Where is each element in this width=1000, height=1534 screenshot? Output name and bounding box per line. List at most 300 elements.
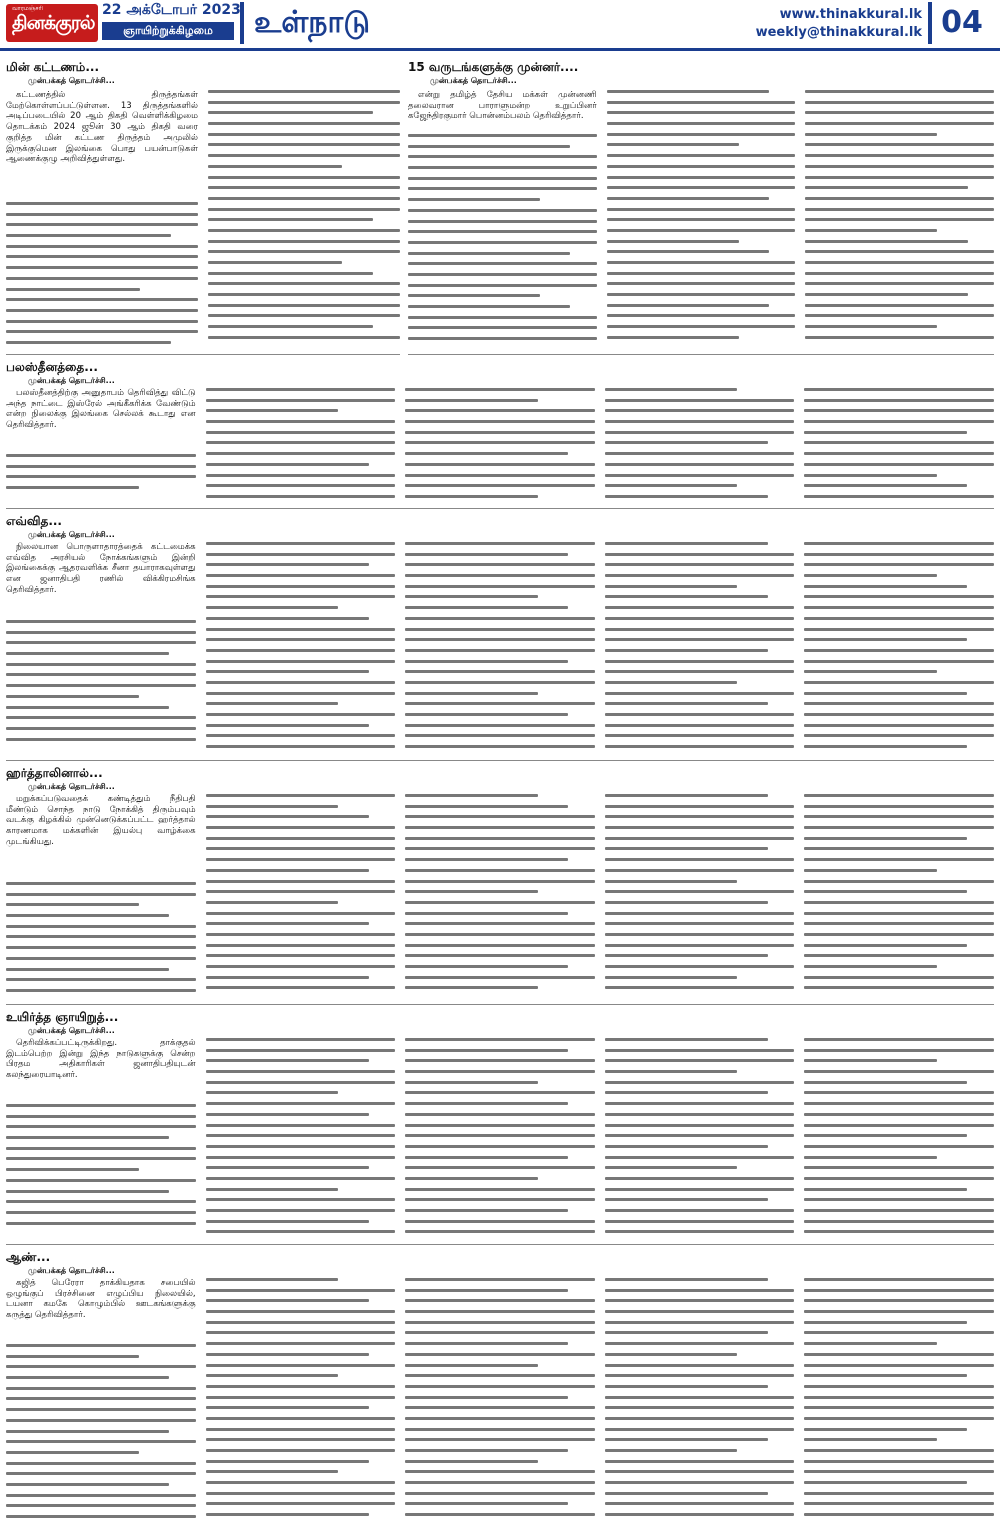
text-line [605, 1502, 795, 1505]
article-column [6, 1278, 196, 1530]
text-line [804, 1438, 937, 1441]
text-line [804, 1220, 994, 1223]
text-line [206, 1091, 339, 1094]
text-line [805, 111, 994, 114]
text-line [208, 90, 400, 93]
text-line [804, 1049, 994, 1052]
text-line [405, 574, 595, 577]
text-line [605, 976, 738, 979]
text-line [405, 1278, 595, 1281]
article-column [605, 1038, 795, 1242]
text-line [805, 208, 994, 211]
text-line [208, 293, 400, 296]
article-headline: உயிர்த்த ஞாயிறுத்... [6, 1010, 119, 1024]
text-line [605, 1049, 795, 1052]
text-line [405, 1513, 595, 1516]
text-line [206, 858, 396, 861]
text-line [804, 901, 994, 904]
text-line [405, 1502, 568, 1505]
text-line [208, 101, 400, 104]
text-line [804, 463, 994, 466]
text-line [405, 976, 595, 979]
text-line [607, 336, 739, 339]
text-line [6, 234, 171, 237]
email-link[interactable]: weekly@thinakkural.lk [755, 25, 922, 40]
text-line [804, 660, 994, 663]
text-line [805, 229, 937, 232]
text-line [6, 706, 169, 709]
text-line [805, 186, 967, 189]
text-line [206, 965, 396, 968]
text-line [405, 388, 595, 391]
text-line [805, 261, 994, 264]
text-line [6, 652, 169, 655]
article-column [405, 1278, 595, 1530]
text-line [408, 241, 597, 244]
text-line [804, 734, 994, 737]
text-line [607, 165, 796, 168]
text-line [605, 585, 738, 588]
text-line [607, 282, 796, 285]
text-line [804, 628, 994, 631]
text-line [206, 1385, 396, 1388]
text-line [405, 1049, 568, 1052]
text-line [605, 388, 738, 391]
text-line [206, 452, 396, 455]
text-line [206, 815, 369, 818]
article-column [206, 388, 396, 506]
text-line [804, 1145, 994, 1148]
text-line [405, 912, 568, 915]
text-line [607, 314, 796, 317]
text-line [804, 388, 994, 391]
text-line [804, 944, 967, 947]
text-line [605, 912, 795, 915]
text-line [605, 702, 768, 705]
text-line [6, 1483, 169, 1486]
text-line [804, 847, 994, 850]
text-line [405, 837, 595, 840]
text-line [605, 1438, 768, 1441]
text-line [605, 1513, 795, 1516]
text-line [605, 1124, 795, 1127]
article-column [6, 388, 196, 506]
text-line [405, 1438, 595, 1441]
text-line [6, 935, 196, 938]
text-line [405, 1492, 595, 1495]
text-line [605, 1364, 795, 1367]
text-line [804, 1278, 994, 1281]
logo-text: தினக்குரல் [12, 12, 95, 34]
text-line [607, 250, 769, 253]
text-line [206, 954, 396, 957]
article-lead: கட்டணத்தில் திருத்தங்கள் மேற்கொள்ளப்பட்டுள்ளன. 13 திருத்தங்களில் அடிப்படையில் 20 ஆம் திகதி வெள்ளிக்கிழமை தொடக்கம் 2024 ஜூன் 30 ஆம் திகதி வரை குறித்த மின் கட்டண திருத்தம் அமுலில் இருக்குமென இலங்கை பொது பயன்பாடுகள் ஆணைக்குழு அறிவித்துள்ளது. [6, 90, 198, 165]
text-line [605, 1134, 795, 1137]
text-line [605, 1177, 795, 1180]
text-line [405, 1299, 595, 1302]
text-line [206, 1481, 396, 1484]
text-line [6, 914, 169, 917]
text-line [6, 341, 171, 344]
text-line [804, 638, 967, 641]
text-line [804, 724, 994, 727]
text-line [6, 277, 198, 280]
text-line [206, 1113, 369, 1116]
text-line [605, 542, 768, 545]
text-line [605, 1091, 768, 1094]
text-line [605, 858, 795, 861]
text-line [206, 628, 396, 631]
text-line [605, 1406, 795, 1409]
text-line [405, 420, 595, 423]
text-line [208, 111, 373, 114]
text-line [607, 186, 796, 189]
text-line [206, 1209, 396, 1212]
text-line [605, 1428, 795, 1431]
text-line [605, 563, 795, 566]
text-line [605, 495, 768, 498]
text-line [405, 628, 595, 631]
text-line [607, 111, 796, 114]
text-line [6, 1419, 196, 1422]
text-line [605, 606, 795, 609]
article-column [206, 1278, 396, 1530]
text-line [804, 912, 994, 915]
article-column [804, 794, 994, 1002]
text-line [804, 1081, 967, 1084]
text-line [206, 1188, 339, 1191]
text-line [804, 815, 994, 818]
text-line [605, 965, 795, 968]
text-line [405, 1070, 595, 1073]
text-line [206, 1278, 339, 1281]
text-line [605, 574, 795, 577]
article-column [804, 1038, 994, 1242]
article-column [206, 794, 396, 1002]
text-line [206, 1059, 369, 1062]
text-line [804, 420, 994, 423]
article-headline: பலஸ்தீனத்தை... [6, 360, 98, 374]
article-column [805, 90, 994, 352]
text-line [605, 1492, 768, 1495]
text-line [208, 272, 373, 275]
text-line [605, 1353, 738, 1356]
text-line [405, 724, 595, 727]
text-line [805, 197, 994, 200]
text-line [805, 133, 937, 136]
text-line [206, 901, 339, 904]
text-line [804, 965, 937, 968]
text-line [805, 101, 994, 104]
text-line [206, 837, 396, 840]
article-column [405, 542, 595, 758]
article-dateline: முன்பக்கத் தொடர்ச்சி... [28, 782, 115, 791]
text-line [804, 933, 994, 936]
text-line [405, 1124, 595, 1127]
text-line [206, 388, 396, 391]
text-line [804, 1481, 967, 1484]
contact-block [756, 6, 922, 42]
text-line [804, 553, 994, 556]
text-line [804, 837, 967, 840]
text-line [208, 325, 373, 328]
text-line [6, 1430, 169, 1433]
text-line [208, 229, 400, 232]
text-line [6, 1462, 196, 1465]
article-column [605, 794, 795, 1002]
text-line [804, 1038, 994, 1041]
text-line [405, 1038, 595, 1041]
text-line [206, 420, 396, 423]
text-line [605, 692, 795, 695]
text-line [408, 294, 540, 297]
text-line [605, 933, 795, 936]
text-line [804, 670, 937, 673]
website-link[interactable]: www.thinakkural.lk [779, 7, 922, 22]
text-line [605, 1113, 795, 1116]
text-line [206, 1449, 396, 1452]
text-line [804, 1331, 994, 1334]
text-line [605, 1310, 795, 1313]
text-line [408, 316, 597, 319]
text-line [805, 154, 994, 157]
article-lead: நிலையான பொருளாதாரத்தைக் கட்டமைக்க எவ்வித அரசியல் நோக்கங்களும் இன்றி இலங்கைக்கு ஆதரவளிக்க சீனா தயாராகவுள்ளது என ஜனாதிபதி ரணில் விக்கிரமசிங்க தெரிவித்தார். [6, 542, 196, 595]
text-line [605, 1198, 768, 1201]
text-line [605, 1331, 768, 1334]
text-line [405, 1364, 538, 1367]
section-title: உள்நாடு [240, 2, 454, 44]
text-line [6, 255, 198, 258]
text-line [405, 805, 568, 808]
text-line [208, 176, 400, 179]
text-line [805, 282, 994, 285]
text-line [804, 1134, 967, 1137]
text-line [6, 1136, 169, 1139]
text-line [605, 420, 795, 423]
text-line [405, 484, 595, 487]
text-line [804, 954, 994, 957]
article-palestine [6, 360, 994, 509]
text-line [405, 1385, 595, 1388]
text-line [6, 1387, 196, 1390]
text-line [605, 1396, 795, 1399]
text-line [804, 649, 994, 652]
text-line [607, 133, 796, 136]
text-line [607, 304, 769, 307]
article-sunday [6, 1010, 994, 1245]
text-line [206, 1289, 396, 1292]
article-column [804, 1278, 994, 1530]
text-line [405, 1091, 595, 1094]
text-line [405, 933, 595, 936]
text-line [6, 620, 196, 623]
text-line [405, 1342, 568, 1345]
text-line [605, 847, 768, 850]
text-line [6, 202, 198, 205]
text-line [605, 922, 795, 925]
text-line [605, 638, 795, 641]
text-line [6, 213, 198, 216]
text-line [408, 262, 597, 265]
text-line [6, 1211, 196, 1214]
text-line [804, 1513, 994, 1516]
text-line [6, 1147, 196, 1150]
text-line [206, 484, 396, 487]
text-line [6, 1365, 196, 1368]
text-line [605, 880, 738, 883]
text-line [804, 606, 994, 609]
text-line [405, 702, 595, 705]
text-line [206, 1070, 396, 1073]
text-line [408, 337, 597, 340]
text-line [405, 847, 595, 850]
text-line [206, 1513, 369, 1516]
text-line [405, 901, 595, 904]
text-line [607, 143, 739, 146]
text-line [805, 165, 994, 168]
text-line [804, 1113, 994, 1116]
text-line [804, 858, 994, 861]
text-line [208, 304, 400, 307]
text-line [206, 1145, 396, 1148]
text-line [605, 724, 795, 727]
text-line [605, 1230, 795, 1233]
text-line [605, 681, 738, 684]
text-line [206, 1502, 396, 1505]
text-line [206, 606, 339, 609]
text-line [206, 638, 396, 641]
text-line [206, 1406, 369, 1409]
text-line [804, 409, 994, 412]
text-line [405, 965, 568, 968]
text-line [605, 660, 795, 663]
text-line [206, 713, 396, 716]
text-line [206, 912, 396, 915]
text-line [804, 1428, 967, 1431]
text-line [405, 660, 568, 663]
text-line [408, 187, 597, 190]
text-line [405, 1081, 538, 1084]
text-line [206, 553, 396, 556]
text-line [804, 1070, 994, 1073]
article-lead: தெரிவிக்கப்பட்டிருக்கிறது. தாக்குதல் இடம்பெற்ற இன்று இந்த நாடுகளுக்கு சென்ற பிரதம அதிகாரிகள் ஜனாதிபதியுடன் கலந்துரையாடினர். [6, 1038, 196, 1081]
text-line [208, 314, 400, 317]
text-line [405, 1102, 568, 1105]
text-line [6, 1355, 139, 1358]
text-line [804, 1374, 967, 1377]
text-line [206, 441, 396, 444]
text-line [607, 272, 796, 275]
article-column [605, 542, 795, 758]
text-line [804, 441, 994, 444]
text-line [605, 1081, 795, 1084]
text-line [605, 901, 768, 904]
text-line [804, 1502, 994, 1505]
text-line [605, 1209, 795, 1212]
text-line [206, 1364, 396, 1367]
text-line [408, 166, 597, 169]
text-line [206, 1220, 369, 1223]
text-line [6, 1168, 139, 1171]
text-line [408, 145, 570, 148]
text-line [804, 1460, 994, 1463]
text-line [6, 330, 198, 333]
text-line [605, 670, 795, 673]
text-line [208, 186, 400, 189]
article-column [405, 1038, 595, 1242]
text-line [6, 1397, 196, 1400]
text-line [605, 1038, 768, 1041]
text-line [405, 649, 595, 652]
text-line [206, 1177, 396, 1180]
article-dateline: முன்பக்கத் தொடர்ச்சி... [430, 76, 517, 85]
text-line [6, 968, 169, 971]
text-line [408, 273, 597, 276]
text-line [605, 944, 795, 947]
text-line [605, 986, 795, 989]
text-line [605, 553, 795, 556]
text-line [405, 734, 595, 737]
text-line [605, 734, 795, 737]
article-dateline: முன்பக்கத் தொடர்ச்சி... [28, 376, 115, 385]
text-line [6, 695, 139, 698]
text-line [6, 903, 139, 906]
text-line [6, 1200, 196, 1203]
text-line [6, 1515, 196, 1518]
text-line [804, 1353, 994, 1356]
article-15-years [408, 60, 994, 355]
text-line [6, 684, 196, 687]
text-line [405, 638, 595, 641]
text-line [405, 1353, 595, 1356]
text-line [804, 1299, 994, 1302]
text-line [6, 454, 196, 457]
text-line [405, 681, 595, 684]
text-line [6, 673, 196, 676]
text-line [405, 1113, 595, 1116]
text-line [206, 944, 396, 947]
text-line [405, 826, 595, 829]
text-line [6, 245, 198, 248]
text-line [206, 542, 396, 545]
text-line [206, 890, 396, 893]
text-line [605, 1278, 768, 1281]
text-line [208, 250, 400, 253]
text-line [804, 1396, 994, 1399]
text-line [206, 1310, 396, 1313]
text-line [6, 631, 196, 634]
text-line [405, 1396, 568, 1399]
logo-tagline: வாரமஞ்சரி [12, 5, 43, 12]
article-dateline: முன்பக்கத் தொடர்ச்சி... [28, 530, 115, 539]
text-line [605, 1321, 795, 1324]
text-line [805, 240, 967, 243]
text-line [804, 542, 994, 545]
text-line [804, 681, 994, 684]
text-line [206, 670, 369, 673]
text-line [208, 261, 342, 264]
text-line [804, 1449, 994, 1452]
text-line [804, 1492, 994, 1495]
text-line [405, 1417, 595, 1420]
text-line [6, 486, 139, 489]
text-line [206, 1230, 396, 1233]
text-line [408, 230, 597, 233]
text-line [405, 1198, 595, 1201]
article-column [408, 90, 597, 352]
text-line [6, 893, 196, 896]
text-line [405, 452, 568, 455]
